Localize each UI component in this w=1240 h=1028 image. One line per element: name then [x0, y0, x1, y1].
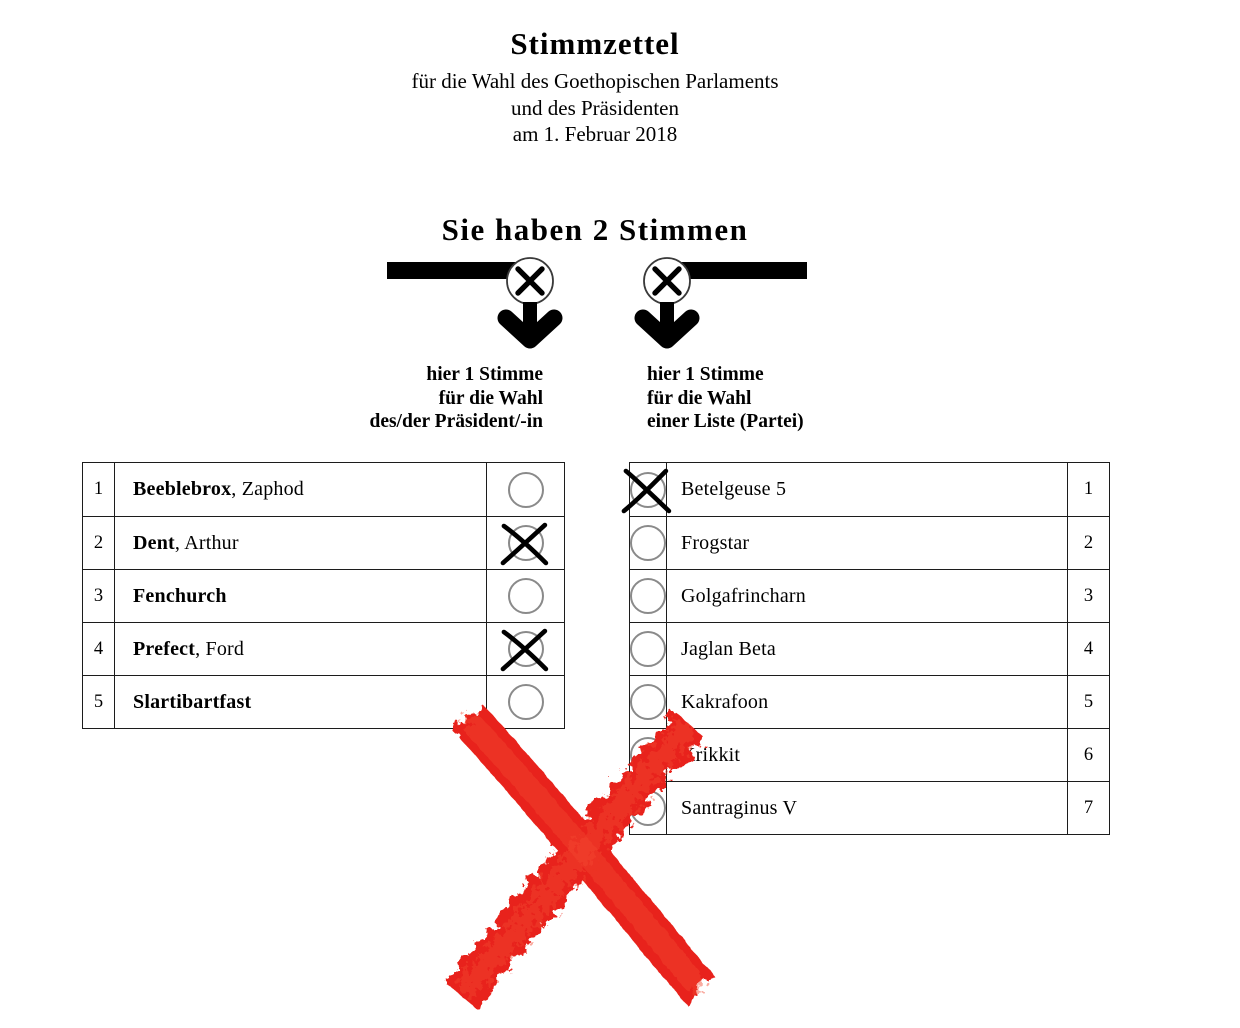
arrow-down-icon — [506, 302, 554, 340]
vote-circle-cell[interactable] — [630, 463, 666, 516]
party-number-text: 6 — [1083, 744, 1094, 765]
vote-circle-cell[interactable] — [630, 517, 666, 569]
party-name-text: Golgafrincharn — [681, 584, 806, 607]
candidate-number-text: 2 — [93, 532, 104, 553]
president-column-header — [243, 363, 543, 434]
candidate-surname: Prefect — [133, 637, 196, 660]
party-number-text: 7 — [1083, 797, 1094, 818]
party-number — [1067, 570, 1109, 622]
party-row — [630, 463, 1109, 516]
party-number — [1067, 463, 1109, 516]
subtitle-line: für die Wahl des Goethopischen Parlaments — [411, 69, 779, 93]
candidate-name — [114, 463, 486, 516]
candidate-number-text: 5 — [93, 691, 104, 712]
column-header-line: für die Wahl — [647, 387, 752, 409]
vote-circle[interactable] — [508, 525, 544, 561]
party-name-text: Jaglan Beta — [681, 637, 776, 660]
candidate-surname: Slartibartfast — [133, 690, 252, 713]
candidate-number — [83, 463, 114, 516]
party-number-text: 1 — [1083, 479, 1094, 499]
subtitle-line: am 1. Februar 2018 — [512, 122, 678, 146]
party-name — [666, 517, 1067, 569]
column-header-line: für die Wahl — [438, 387, 543, 409]
party-number-text: 3 — [1083, 585, 1094, 606]
party-row — [630, 516, 1109, 569]
invalid-red-x-mark — [425, 685, 735, 1025]
candidate-row — [83, 463, 564, 516]
column-header-line: hier 1 Stimme — [647, 364, 764, 385]
party-name — [666, 623, 1067, 675]
party-number — [1067, 623, 1109, 675]
candidate-number — [83, 570, 114, 622]
candidate-name — [114, 517, 486, 569]
party-number — [1067, 517, 1109, 569]
cross-circle-icon — [644, 258, 690, 304]
candidate-number — [83, 623, 114, 675]
arrow-down-icon — [643, 302, 691, 340]
vote-circle-cell[interactable] — [486, 570, 564, 622]
vote-circle-cell[interactable] — [486, 517, 564, 569]
party-name — [666, 570, 1067, 622]
candidate-surname: Beeblebrox — [133, 478, 232, 500]
party-number — [1067, 729, 1109, 781]
vote-circle-cell[interactable] — [630, 623, 666, 675]
candidate-surname: Dent — [133, 531, 175, 554]
candidate-number-text: 3 — [93, 585, 104, 606]
party-name-text: Betelgeuse 5 — [681, 478, 787, 500]
candidate-name — [114, 570, 486, 622]
vote-circle[interactable] — [630, 472, 666, 508]
party-name-text: Santraginus V — [681, 796, 798, 819]
party-column-header — [647, 363, 967, 434]
vote-circle[interactable] — [630, 578, 666, 614]
candidate-number-text: 1 — [93, 479, 104, 499]
vote-circle-cell[interactable] — [630, 570, 666, 622]
candidate-firstname: , Arthur — [174, 531, 239, 554]
party-number-text: 4 — [1083, 638, 1094, 659]
column-header-line: hier 1 Stimme — [426, 364, 543, 385]
candidate-number — [83, 676, 114, 728]
candidate-row — [83, 569, 564, 622]
candidate-row — [83, 622, 564, 675]
ballot-instruction-diagram — [380, 252, 820, 362]
ballot-header — [0, 26, 1190, 148]
vote-circle[interactable] — [508, 578, 544, 614]
party-number-text: 5 — [1083, 691, 1094, 712]
votes-heading: Sie haben 2 Stimmen — [441, 212, 749, 247]
party-row — [630, 622, 1109, 675]
vote-circle[interactable] — [630, 631, 666, 667]
vote-circle[interactable] — [630, 525, 666, 561]
party-number-text: 2 — [1083, 532, 1094, 553]
vote-circle-cell[interactable] — [486, 623, 564, 675]
candidate-number — [83, 517, 114, 569]
party-name — [666, 463, 1067, 516]
party-name-text: Frogstar — [681, 531, 750, 554]
vote-circle[interactable] — [508, 631, 544, 667]
cross-circle-icon — [507, 258, 553, 304]
candidate-firstname: , Ford — [195, 637, 245, 660]
candidate-name — [114, 623, 486, 675]
column-header-line: des/der Präsident/-in — [369, 411, 543, 432]
candidate-firstname: , Zaphod — [231, 478, 304, 500]
subtitle-line: und des Präsidenten — [511, 95, 679, 120]
vote-circle-cell[interactable] — [486, 463, 564, 516]
candidate-number-text: 4 — [93, 638, 104, 659]
party-number — [1067, 676, 1109, 728]
candidate-surname: Fenchurch — [133, 584, 227, 607]
candidate-row — [83, 516, 564, 569]
page-title: Stimmzettel — [510, 26, 680, 61]
ballot-subtitle — [0, 68, 1190, 148]
party-row — [630, 569, 1109, 622]
party-name-text: Krikkit — [681, 743, 741, 766]
vote-circle[interactable] — [508, 472, 544, 508]
column-header-line: einer Liste (Partei) — [647, 411, 804, 432]
party-number — [1067, 782, 1109, 834]
party-name-text: Kakrafoon — [681, 690, 769, 713]
